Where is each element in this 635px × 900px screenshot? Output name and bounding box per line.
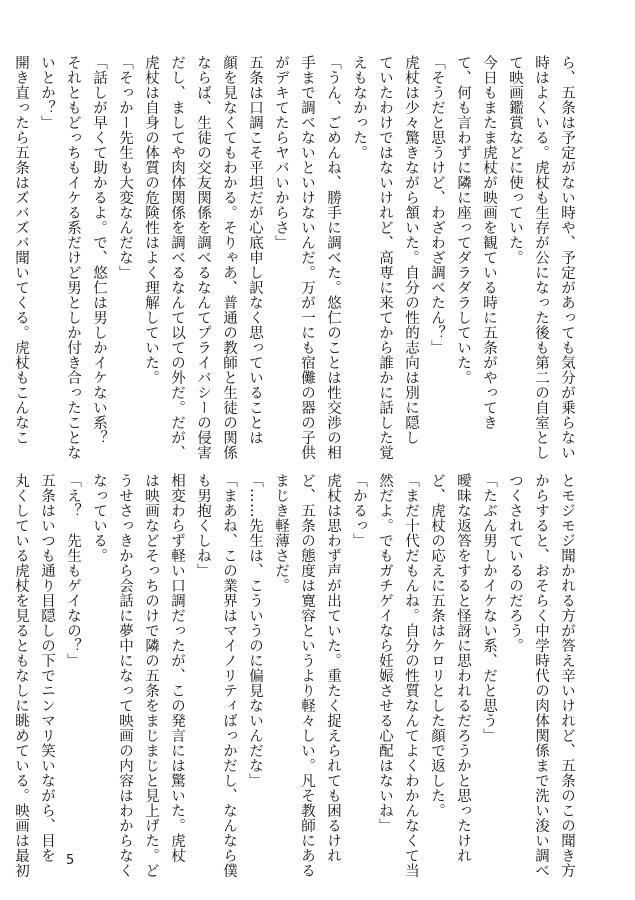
text-column: 手まで調べないといけないんだ。万が一にも宿儺の器の子供 <box>299 55 315 460</box>
text-column: て、何も言わずに隣に座ってダラダラしていた。 <box>455 55 471 385</box>
text-column: つくされているのだろう。 <box>507 473 523 653</box>
text-column: 「……先生は、こういうのに偏見ないんだな」 <box>247 473 263 788</box>
text-column: は映画などそっちのけで隣の五条をまじまじと見上げた。ど <box>143 473 159 878</box>
text-column: えもなかった。 <box>351 55 367 160</box>
text-column: 顔を見なくてもわかる。そりゃあ、普通の教師と生徒の関係 <box>221 55 237 460</box>
text-column: からすると、おそらく中学時代の肉体関係まで洗い浚い調べ <box>533 473 549 878</box>
text-column: ていたわけではないけれど、高専に来てから誰かに話した覚 <box>377 55 393 460</box>
text-column: まじき軽薄さだ。 <box>273 473 289 593</box>
text-column: ど、五条の態度は寛容というより軽々しい。凡そ教師にある <box>299 473 315 878</box>
text-column: うせさっきから会話に夢中になって映画の内容はわからなく <box>117 473 133 878</box>
text-block-bottom <box>13 473 580 878</box>
text-column: それともどっちもイケる系だけど男としか付き合ったことな <box>65 55 81 460</box>
text-column: 五条はいつも通り目隠しの下でニンマリ笑いながら、目を <box>39 473 55 863</box>
text-column: 丸くしている虎杖を見るともなしに眺めている。映画は最初 <box>13 473 29 878</box>
text-column: 「話しが早くて助かるよ。で、悠仁は男しかイケない系？ <box>91 55 107 445</box>
text-column: ど、虎杖の応えに五条はケロリとした顔で返した。 <box>429 473 445 818</box>
text-column: 虎杖は少々驚きながら頷いた。自分の性的志向は別に隠し <box>403 55 419 445</box>
text-column: 相変わらず軽い口調だったが、この発言には驚いた。虎杖 <box>169 473 185 863</box>
text-column: 今日もまたま虎杖が映画を観ている時に五条がやってき <box>481 55 497 430</box>
text-column: 時はよくいる。虎杖も生存が公になった後も第二の自室とし <box>533 55 549 460</box>
text-column: いとか？」 <box>39 55 55 130</box>
text-column: 「うん、ごめんね、勝手に調べた。悠仁のことは性交渉の相 <box>325 55 341 460</box>
text-column: 「かるっ」 <box>351 473 367 548</box>
text-column: 然だよ。でもガチゲイなら妊娠させる心配はないね」 <box>377 473 393 833</box>
text-column: 「そうだと思うけど、わざわざ調べたん？」 <box>429 55 445 355</box>
text-column: なっている。 <box>91 473 107 563</box>
text-column: も男抱くしね」 <box>195 473 211 578</box>
text-column: て映画鑑賞などに使っていた。 <box>507 55 523 265</box>
text-column: 五条は口調こそ平坦だが心底申し訳なく思っていることは <box>247 55 263 445</box>
text-column: 「そっかー先生も大変なんだな」 <box>117 55 133 280</box>
text-column: 虎杖は自身の体質の危険性はよく理解していた。 <box>143 55 159 385</box>
text-column: ら、五条は予定がない時や、予定があっても気分が乗らない <box>559 55 575 460</box>
text-column: 曖昧な返答をすると怪訝に思われるだろうかと思ったけれ <box>455 473 471 863</box>
text-column: 虎杖は思わず声が出ていた。重たく捉えられても困るけれ <box>325 473 341 863</box>
text-column: 「たぶん男しかイケない系、だと思う」 <box>481 473 497 743</box>
text-column: ならば、生徒の交友関係を調べるなんてプライバシーの侵害 <box>195 55 211 460</box>
page-number: 5 <box>66 853 75 868</box>
text-column: がデキてたらヤバいからさ」 <box>273 55 289 250</box>
text-column: 「まだ十代だもんね。自分の性質なんてよくわかんなくて当 <box>403 473 419 878</box>
text-block-top <box>13 55 580 460</box>
text-column: とモジモジ聞かれる方が答え辛いけれど、五条のこの聞き方 <box>559 473 575 878</box>
text-column: だし、ましてや肉体関係を調べるなんて以ての外だ。だが、 <box>169 55 185 460</box>
text-column: 開き直ったら五条はズバズバ聞いてくる。虎杖もこんなこ <box>13 55 29 445</box>
text-column: 「まあね、この業界はマイノリティばっかだし、なんなら僕 <box>221 473 237 878</box>
text-column: 「え？ 先生もゲイなの？」 <box>65 473 81 668</box>
